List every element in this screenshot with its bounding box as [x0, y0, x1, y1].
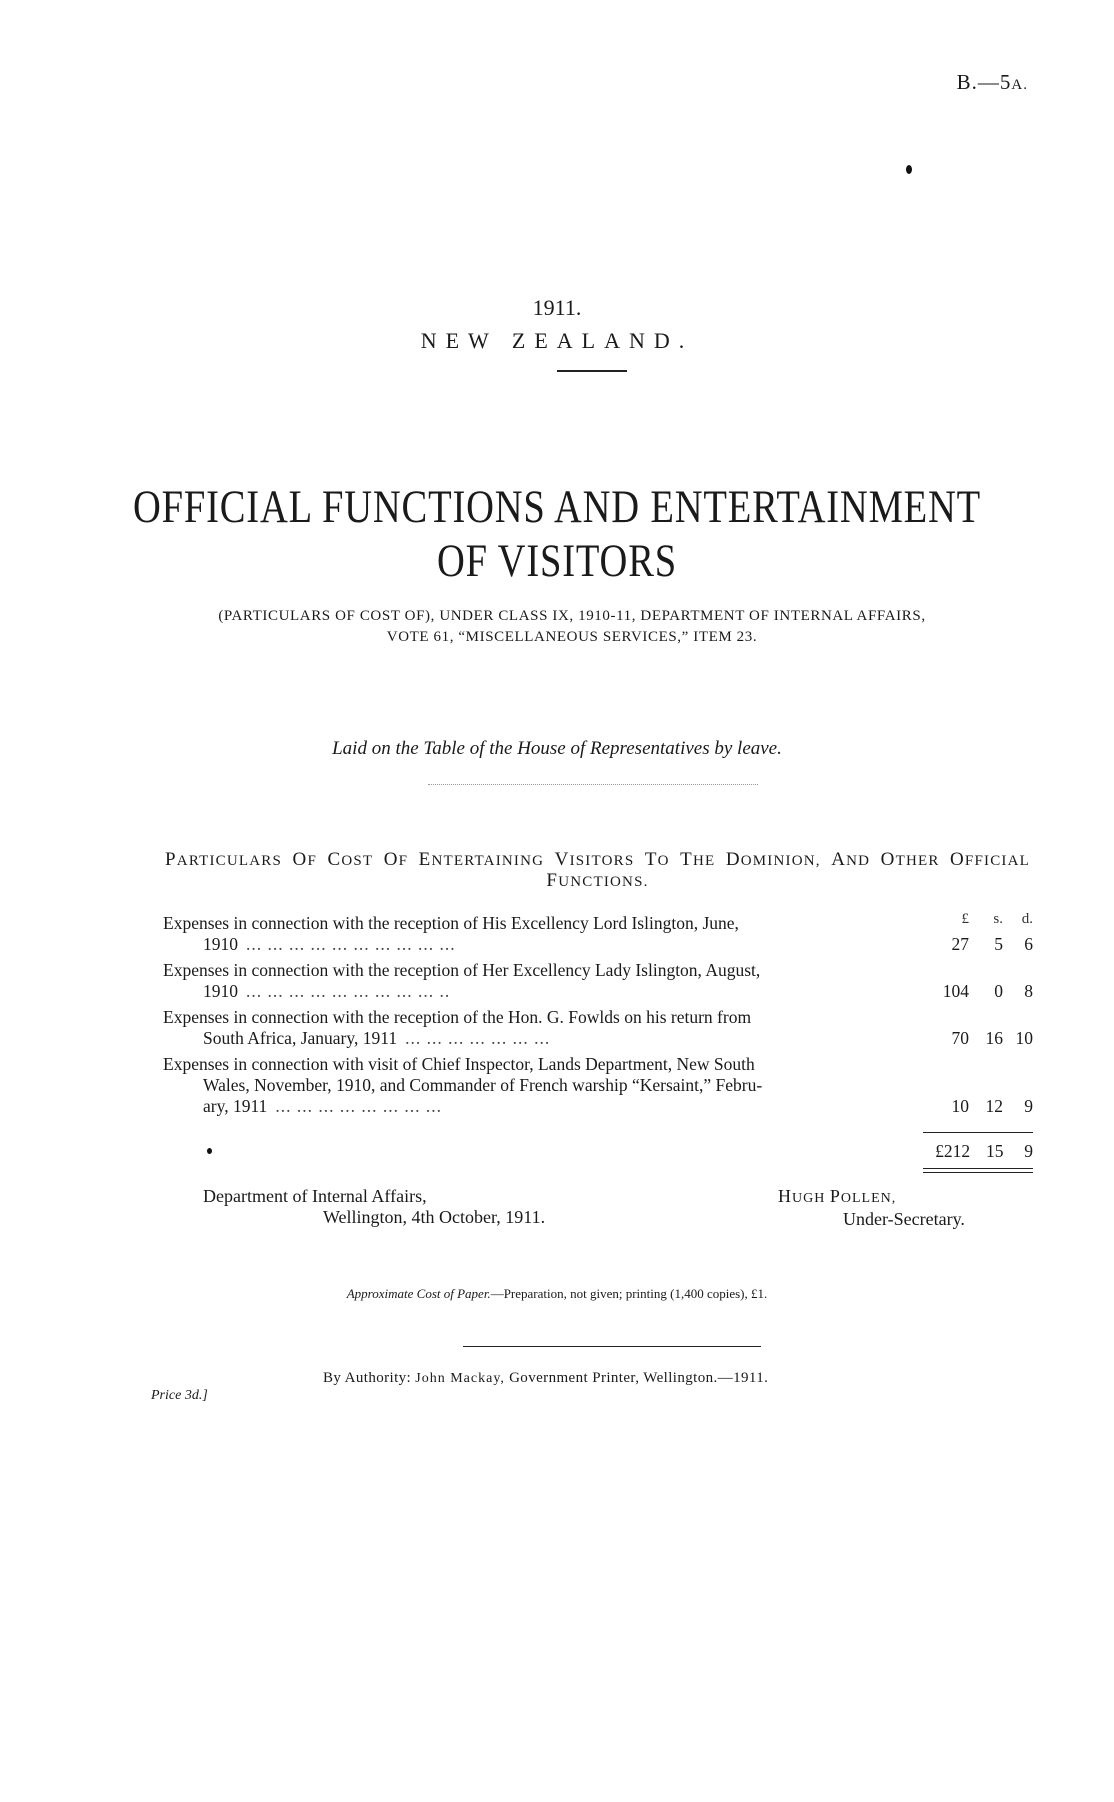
amount-pence: 8	[1024, 981, 1033, 1001]
printer-name: John Mackay,	[415, 1371, 505, 1386]
total-pence: 9	[1024, 1141, 1033, 1161]
authority-prefix: By Authority:	[323, 1370, 412, 1386]
reference-suffix: A.	[1011, 77, 1028, 93]
total-rule-double-2	[923, 1172, 1033, 1173]
document-reference	[957, 70, 1028, 95]
heading-word: TO	[644, 849, 670, 870]
amount-pounds: 27	[951, 934, 969, 954]
title-line-1: OFFICIAL FUNCTIONS AND ENTERTAINMENT	[132, 481, 982, 533]
expense-description	[163, 960, 923, 1002]
heading-word: COST	[327, 849, 374, 870]
divider-bottom	[463, 1346, 761, 1347]
divider-dotted	[428, 784, 758, 785]
particulars-heading-line-2: FUNCTIONS.	[546, 870, 649, 891]
country: NEW ZEALAND.	[420, 328, 694, 353]
department-line-1: Department of Internal Affairs,	[203, 1186, 427, 1206]
heading-word: PARTICULARS	[165, 849, 283, 870]
heading-word: THE	[680, 849, 716, 870]
expense-description	[163, 1054, 923, 1117]
expense-line: 1910	[203, 981, 238, 1001]
amount-pounds: 70	[951, 1028, 969, 1048]
document-title	[100, 480, 1013, 588]
expense-description	[163, 913, 923, 955]
heading-word: OFFICIAL	[950, 849, 1030, 870]
signatory-name: HUGH POLLEN,	[778, 1186, 897, 1206]
reference-main: B.—5	[956, 70, 1012, 94]
title-line-2: OF VISITORS	[437, 535, 677, 587]
heading-word: VISITORS	[554, 849, 635, 870]
printer-authority	[323, 1370, 768, 1387]
heading-word: ENTERTAINING	[418, 849, 545, 870]
year: 1911.	[532, 295, 582, 320]
particulars-heading-line-1	[165, 850, 1030, 871]
expense-item	[163, 913, 1033, 955]
amount-shillings: 16	[985, 1028, 1003, 1048]
expense-amount	[923, 934, 1033, 955]
total-shillings: 15	[986, 1141, 1004, 1161]
expense-line: South Africa, January, 1911	[203, 1028, 398, 1048]
expense-amount	[923, 1028, 1033, 1049]
heading-word: OF	[383, 849, 409, 870]
heading-word: OTHER	[880, 849, 940, 870]
dot-leader: ... ... ... ... ... ... ... ... ... ...	[246, 934, 456, 954]
heading-word: OF	[292, 849, 317, 870]
expense-item	[163, 960, 1033, 1002]
approx-cost-text: —Preparation, not given; printing (1,400 copies), £1.	[490, 1286, 768, 1301]
pence-header: d.	[1021, 911, 1033, 927]
subtitle-line-2: VOTE 61, “MISCELLANEOUS SERVICES,” ITEM 23.	[386, 629, 758, 645]
department-address	[203, 1186, 545, 1228]
total-amount	[923, 1141, 1033, 1162]
amount-pounds: 104	[942, 981, 969, 1001]
print-speck	[906, 165, 912, 174]
signatory-title: Under-Secretary.	[843, 1209, 965, 1229]
signature-block	[778, 1186, 965, 1230]
expense-line: ary, 1911	[203, 1096, 268, 1116]
subtitle-line-1: (PARTICULARS OF COST OF), UNDER CLASS IX, 1910-11, DEPARTMENT OF INTERNAL AFFAIRS,	[218, 608, 926, 624]
total-pounds: £212	[935, 1141, 971, 1161]
document-subtitle	[130, 606, 1014, 648]
expense-amount	[923, 981, 1033, 1002]
expense-item	[163, 1054, 1033, 1117]
expense-line: Expenses in connection with visit of Chief Inspector, Lands Department, New South	[163, 1054, 755, 1074]
price: Price 3d.]	[151, 1388, 208, 1403]
expense-amount	[923, 1096, 1033, 1117]
expense-line: Expenses in connection with the reception of His Excellency Lord Islington, June,	[163, 913, 739, 933]
expense-line: Expenses in connection with the reception of Her Excellency Lady Islington, August,	[163, 960, 761, 980]
expense-line: Wales, November, 1910, and Commander of French warship “Kersaint,” Febru-	[203, 1075, 763, 1095]
heading-word: AND	[831, 849, 871, 870]
expense-item	[163, 1007, 1033, 1049]
print-speck	[207, 1148, 212, 1154]
dot-leader: ... ... ... ... ... ... ...	[405, 1028, 551, 1048]
laid-statement: Laid on the Table of the House of Representatives by leave.	[332, 738, 782, 759]
amount-shillings: 5	[994, 934, 1003, 954]
amount-pence: 6	[1024, 934, 1033, 954]
approx-cost-label: Approximate Cost of Paper.	[346, 1286, 491, 1301]
amount-shillings: 12	[985, 1096, 1003, 1116]
total-rule-top	[923, 1132, 1033, 1133]
expense-description	[163, 1007, 923, 1049]
particulars-heading	[165, 850, 1030, 892]
total-rule-double-1	[923, 1168, 1033, 1169]
expense-line: Expenses in connection with the reception of the Hon. G. Fowlds on his return from	[163, 1007, 752, 1027]
pounds-header: £	[961, 911, 969, 927]
amount-pounds: 10	[951, 1096, 969, 1116]
amount-pence: 9	[1024, 1096, 1033, 1116]
authority-suffix: Government Printer, Wellington.—1911.	[509, 1370, 769, 1386]
currency-header	[923, 909, 1033, 930]
dot-leader: ... ... ... ... ... ... ... ...	[275, 1096, 442, 1116]
amount-pence: 10	[1015, 1028, 1033, 1048]
amount-shillings: 0	[994, 981, 1003, 1001]
expenses-table	[163, 913, 1033, 1122]
total-block	[923, 1132, 1033, 1173]
heading-word: DOMINION,	[725, 849, 821, 870]
dot-leader: ... ... ... ... ... ... ... ... ... ..	[246, 981, 451, 1001]
shillings-header: s.	[993, 911, 1003, 927]
expense-line: 1910	[203, 934, 238, 954]
divider-short	[557, 370, 627, 372]
approximate-cost	[0, 1286, 1114, 1302]
department-line-2: Wellington, 4th October, 1911.	[323, 1207, 546, 1227]
